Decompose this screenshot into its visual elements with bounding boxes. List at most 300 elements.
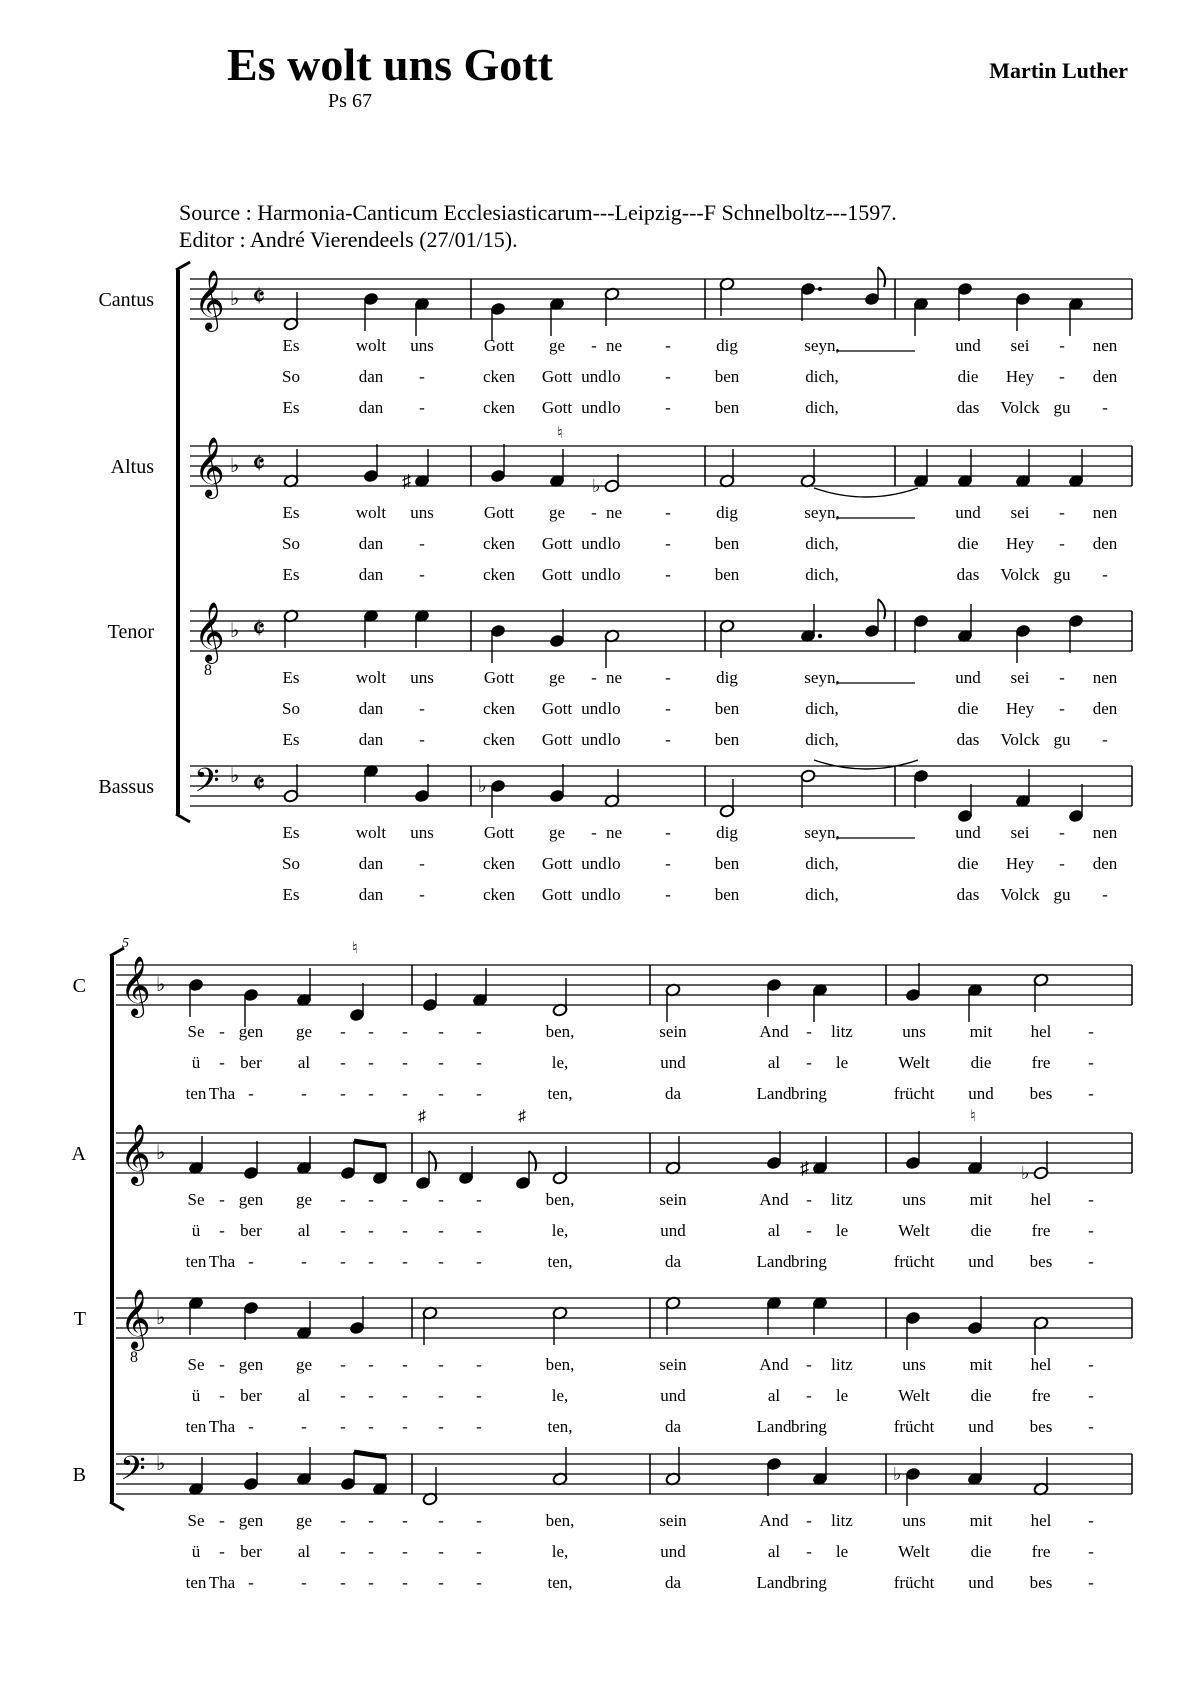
lyrics_system2-lyric-b: ben, [545,1511,575,1530]
lyrics_system1-lyric-altus: das [956,565,980,584]
lyrics_system2-lyric-c: - [476,1053,482,1072]
lyrics_system1-lyric-altus: lo [607,565,621,584]
lyrics_system1-lyric-altus: sei [1010,503,1030,522]
lyrics_system1-lyric-altus: Volck [1000,565,1040,584]
lyrics_system2-lyric-a: - [806,1190,812,1209]
lyrics_system1-lyric-altus: Gott [483,503,515,522]
lyrics_system2-lyric-a: die [970,1221,992,1240]
lyrics_system1-lyric-altus: nen [1092,503,1118,522]
lyrics_system1-lyric-cantus: Es [282,398,300,417]
lyrics_system1-lyric-tenor: Gott [541,730,573,749]
lyrics_system1-lyric-bassus: die [957,854,979,873]
lyrics_system2-lyric-c: ben, [545,1022,575,1041]
accidental: ♯ [402,471,411,491]
lyrics_system2-lyric-t: und [968,1417,994,1436]
lyrics_system2-lyric-t: ten, [547,1417,573,1436]
lyrics_system1-lyric-tenor: - [665,699,671,718]
lyrics_system1-lyric-tenor: uns [410,668,434,687]
lyrics_system2-lyric-c: frücht [893,1084,935,1103]
lyrics_system2-lyric-t: Tha [208,1417,236,1436]
time-signature-cut: 𝄵 [252,613,266,646]
lyrics_system1-lyric-altus: dich, [805,534,839,553]
lyrics_system1-lyric-tenor: dig [716,668,738,687]
lyrics_system1-lyric-cantus: - [1059,336,1065,355]
lyrics_system1-lyric-tenor: - [591,668,597,687]
lyrics_system2-lyric-c: - [476,1022,482,1041]
beam [354,1452,386,1457]
lyrics_system2-lyric-t: - [1088,1417,1094,1436]
lyrics_system2-lyric-t: gen [238,1355,264,1374]
lyrics_system1-lyric-bassus: Gott [483,823,515,842]
lyrics_system1-lyric-tenor: dich, [805,730,839,749]
lyrics_system1-lyric-altus: ben [714,565,740,584]
lyrics_system2-lyric-a: le, [551,1221,569,1240]
lyrics_system2-lyric-a: le [835,1221,849,1240]
lyrics_system2-lyric-c: - [402,1022,408,1041]
lyrics_system2-lyric-b: ü [191,1542,201,1561]
lyrics_system1-lyric-altus: Es [282,565,300,584]
lyrics_system1-lyric-bassus: und [581,885,607,904]
lyrics_system2-lyric-a: sein [659,1190,687,1209]
lyrics_system1-lyric-tenor: gu [1053,730,1071,749]
lyrics_system1-lyric-cantus: uns [410,336,434,355]
lyrics_system2-lyric-b: And [759,1511,789,1530]
lyrics_system2-lyric-b: und [660,1542,686,1561]
lyrics_system1-lyric-tenor: Gott [483,668,515,687]
key-flat: ♭ [230,455,240,477]
lyrics_system1-lyric-cantus: die [957,367,979,386]
lyrics_system1-lyric-altus: - [1059,534,1065,553]
lyrics_system2-lyric-c: und [660,1053,686,1072]
lyrics_system2-lyric-b: al [767,1542,781,1561]
lyrics_system1-lyric-bassus: gu [1053,885,1071,904]
lyrics_system2-lyric-b: da [664,1573,682,1592]
treble-clef: 𝄞 [194,604,225,661]
lyrics_system2-lyric-a: - [1088,1252,1094,1271]
lyrics_system1-lyric-cantus: dan [358,367,384,386]
lyrics_system1-lyric-bassus: dich, [805,854,839,873]
lyrics_system2-lyric-a: - [219,1190,225,1209]
lyrics_system1-lyric-tenor: - [1059,699,1065,718]
treble-clef: 𝄞 [120,1126,151,1183]
tie [814,760,918,769]
lyrics_system2-lyric-a: fre [1031,1221,1051,1240]
lyrics_system2-lyric-a: - [438,1252,444,1271]
source-line: Source : Harmonia-Canticum Ecclesiasticarum---Leipzig---F Schnelboltz---1597. [179,200,897,225]
treble-clef: 𝄞 [120,958,151,1015]
lyrics_system1-lyric-cantus: lo [607,367,621,386]
lyrics_system2-lyric-b: le [835,1542,849,1561]
lyrics_system2-lyric-t: mit [969,1355,993,1374]
lyrics_system2-lyric-c: - [402,1053,408,1072]
lyrics_system2-lyric-a: - [340,1252,346,1271]
lyrics_system2-lyric-b: Land [756,1573,792,1592]
lyrics_system2-lyric-a: - [248,1252,254,1271]
lyrics_system2-lyric-b: fre [1031,1542,1051,1561]
lyrics_system1-lyric-tenor: dan [358,730,384,749]
lyrics_system1-lyric-cantus: das [956,398,980,417]
lyrics_system2-lyric-b: - [1088,1573,1094,1592]
lyrics_system2-lyric-c: - [1088,1053,1094,1072]
lyrics_system1-lyric-altus: - [665,534,671,553]
lyrics_system2-lyric-t: - [301,1417,307,1436]
lyrics_system1-lyric-altus: den [1092,534,1118,553]
lyrics_system1-lyric-cantus: gu [1053,398,1071,417]
lyrics_system2-lyric-c: - [219,1053,225,1072]
lyrics_system2-lyric-c: ge [295,1022,313,1041]
lyrics_system1-lyric-cantus: - [665,367,671,386]
lyrics_system2-lyric-c: And [759,1022,789,1041]
lyrics_system1-lyric-bassus: sei [1010,823,1030,842]
key-flat: ♭ [156,1453,166,1475]
note-dot [818,634,822,638]
lyrics_system1-lyric-bassus: Gott [541,885,573,904]
lyrics_system2-lyric-c: hel [1030,1022,1052,1041]
lyrics_system2-lyric-t: - [806,1386,812,1405]
lyrics_system1-lyric-bassus: ne [605,823,623,842]
lyrics_system1-lyric-tenor: dich, [805,699,839,718]
lyrics_system1-lyric-tenor: cken [482,730,516,749]
lyrics_system2-lyric-b: - [368,1542,374,1561]
lyrics_system2-lyric-a: ge [295,1190,313,1209]
lyrics_system1-lyric-altus: ne [605,503,623,522]
accidental: ♯ [800,1158,809,1178]
lyrics_system2-lyric-t: ü [191,1386,201,1405]
voice-label: Bassus [98,776,154,798]
lyrics_system2-lyric-t: le [835,1386,849,1405]
lyrics_system1-lyric-cantus: und [955,336,981,355]
lyrics_system2-lyric-c: ten [185,1084,207,1103]
lyrics_system1-lyric-cantus: - [419,398,425,417]
lyrics_system1-lyric-tenor: Es [282,668,300,687]
lyrics_system1-lyric-altus: und [581,565,607,584]
lyrics_system1-lyric-bassus: dan [358,885,384,904]
lyrics_system2-lyric-b: sein [659,1511,687,1530]
accidental-above: ♮ [557,425,563,442]
lyrics_system2-lyric-t: - [340,1355,346,1374]
lyrics_system1-lyric-cantus: Es [282,336,300,355]
lyrics_system2-lyric-b: bring [791,1573,827,1592]
lyrics_system1-lyric-altus: und [581,534,607,553]
lyrics_system1-lyric-altus: - [1059,503,1065,522]
lyrics_system1-lyric-cantus: cken [482,398,516,417]
key-flat: ♭ [156,1307,166,1329]
lyrics_system2-lyric-c: - [806,1022,812,1041]
lyrics_system2-lyric-t: hel [1030,1355,1052,1374]
lyrics_system1-lyric-cantus: lo [607,398,621,417]
lyrics_system2-lyric-b: le, [551,1542,569,1561]
lyrics_system1-lyric-bassus: und [955,823,981,842]
lyrics_system2-lyric-b: - [806,1511,812,1530]
lyrics_system1-lyric-cantus: nen [1092,336,1118,355]
lyrics_system2-lyric-a: ten [185,1252,207,1271]
lyrics_system1-lyric-tenor: ben [714,730,740,749]
lyrics_system2-lyric-c: le, [551,1053,569,1072]
lyrics_system1-lyric-cantus: den [1092,367,1118,386]
lyrics_system1-lyric-tenor: lo [607,730,621,749]
lyrics_system1-lyric-bassus: - [419,854,425,873]
lyrics_system1-lyric-tenor: wolt [355,668,387,687]
lyrics_system1-lyric-cantus: - [419,367,425,386]
lyrics_system2-lyric-b: frücht [893,1573,935,1592]
lyrics_system1-lyric-cantus: sei [1010,336,1030,355]
lyrics_system2-lyric-t: bring [791,1417,827,1436]
lyrics_system1-lyric-cantus: und [581,398,607,417]
lyrics_system1-lyric-altus: lo [607,534,621,553]
eighth-flag [429,1151,436,1171]
lyrics_system2-lyric-c: sein [659,1022,687,1041]
treble-clef: 𝄞 [194,272,225,329]
lyrics_system1-lyric-altus: wolt [355,503,387,522]
treble-clef: 𝄞 [194,439,225,496]
voice-label: C [72,975,86,997]
lyrics_system2-lyric-a: gen [238,1190,264,1209]
lyrics_system2-lyric-a: - [402,1221,408,1240]
lyrics_system2-lyric-a: - [438,1221,444,1240]
lyrics_system1-lyric-cantus: So [282,367,300,386]
lyrics_system2-lyric-b: die [970,1542,992,1561]
key-flat: ♭ [156,1142,166,1164]
lyrics_system2-lyric-t: And [759,1355,789,1374]
lyrics_system1-lyric-cantus: ben [714,398,740,417]
lyrics_system2-lyric-c: gen [238,1022,264,1041]
lyrics_system1-lyric-tenor: und [581,699,607,718]
lyrics_system1-lyric-cantus: - [1059,367,1065,386]
octave-eight: 8 [204,662,212,679]
lyrics_system2-lyric-b: - [248,1573,254,1592]
lyrics_system1-lyric-tenor: Gott [541,699,573,718]
lyrics_system2-lyric-t: - [476,1355,482,1374]
accidental-above: ♯ [418,1108,426,1125]
lyrics_system2-lyric-c: al [767,1053,781,1072]
lyrics_system1-lyric-cantus: Gott [541,398,573,417]
lyrics_system2-lyric-c: ber [240,1053,262,1072]
lyrics_system2-lyric-t: - [438,1386,444,1405]
lyrics_system1-lyric-altus: dich, [805,565,839,584]
lyrics_system1-lyric-tenor: nen [1092,668,1118,687]
eighth-flag [878,267,885,287]
lyrics_system1-lyric-altus: - [419,534,425,553]
piece-subtitle: Ps 67 [328,90,372,112]
lyrics_system2-lyric-b: - [368,1511,374,1530]
lyrics_system2-lyric-b: ten, [547,1573,573,1592]
lyrics_system2-lyric-b: uns [902,1511,926,1530]
voice-label: B [72,1464,86,1486]
lyrics_system2-lyric-t: - [476,1386,482,1405]
lyrics_system2-lyric-a: frücht [893,1252,935,1271]
lyrics_system2-lyric-c: - [340,1084,346,1103]
lyrics_system2-lyric-b: - [476,1511,482,1530]
lyrics_system1-lyric-bassus: - [1059,823,1065,842]
lyrics_system2-lyric-b: - [219,1542,225,1561]
lyrics_system1-lyric-altus: - [1102,565,1108,584]
lyrics_system2-lyric-c: fre [1031,1053,1051,1072]
lyrics_system2-lyric-a: ber [240,1221,262,1240]
lyrics_system2-lyric-a: - [476,1252,482,1271]
lyrics_system2-lyric-b: mit [969,1511,993,1530]
lyrics_system1-lyric-bassus: - [665,823,671,842]
lyrics_system2-lyric-t: Land [756,1417,792,1436]
lyrics_system1-lyric-altus: - [591,503,597,522]
key-flat: ♭ [230,620,240,642]
lyrics_system1-lyric-cantus: Hey [1005,367,1035,386]
lyrics_system1-lyric-bassus: - [591,823,597,842]
lyrics_system1-lyric-tenor: ben [714,699,740,718]
note-dot [818,287,822,291]
lyrics_system2-lyric-b: - [438,1511,444,1530]
lyrics_system2-lyric-b: Tha [208,1573,236,1592]
measure-number: 5 [122,936,129,951]
lyrics_system1-lyric-bassus: Hey [1005,854,1035,873]
lyrics_system2-lyric-a: hel [1030,1190,1052,1209]
voice-label: T [73,1308,86,1330]
lyrics_system2-lyric-t: fre [1031,1386,1051,1405]
lyrics_system2-lyric-a: - [340,1221,346,1240]
lyrics_system2-lyric-b: - [402,1511,408,1530]
lyrics_system2-lyric-t: - [438,1355,444,1374]
lyrics_system2-lyric-t: - [1088,1386,1094,1405]
lyrics_system1-lyric-cantus: - [665,336,671,355]
lyrics_system1-lyric-altus: Gott [541,534,573,553]
lyrics_system2-lyric-a: litz [831,1190,853,1209]
lyrics_system2-lyric-t: uns [902,1355,926,1374]
lyrics_system2-lyric-t: - [340,1417,346,1436]
lyrics_system1-lyric-tenor: ne [605,668,623,687]
lyrics_system2-lyric-a: - [402,1190,408,1209]
lyrics_system2-lyric-t: - [219,1386,225,1405]
lyrics_system1-lyric-bassus: wolt [355,823,387,842]
lyrics_system1-lyric-bassus: - [1102,885,1108,904]
lyrics_system2-lyric-b: hel [1030,1511,1052,1530]
lyrics_system1-lyric-tenor: - [419,730,425,749]
lyrics_system2-lyric-b: Welt [898,1542,930,1561]
lyrics_system1-lyric-cantus: - [591,336,597,355]
lyrics_system2-lyric-c: Land [756,1084,792,1103]
lyrics_system1-lyric-bassus: Es [282,823,300,842]
lyrics_system2-lyric-a: ben, [545,1190,575,1209]
lyrics_system1-lyric-altus: die [957,534,979,553]
accidental-above: ♯ [518,1108,526,1125]
tie [814,488,918,497]
lyrics_system2-lyric-b: - [476,1573,482,1592]
lyrics_system1-lyric-altus: ge [548,503,566,522]
lyrics_system1-lyric-tenor: seyn, [804,668,840,687]
lyrics_system2-lyric-a: Tha [208,1252,236,1271]
lyrics_system2-lyric-t: le, [551,1386,569,1405]
lyrics_system1-lyric-cantus: ben [714,367,740,386]
lyrics_system1-lyric-cantus: Volck [1000,398,1040,417]
lyrics_system1-lyric-cantus: dan [358,398,384,417]
lyrics_system1-lyric-altus: uns [410,503,434,522]
lyrics_system1-lyric-tenor: - [1059,668,1065,687]
octave-eight: 8 [130,1349,138,1366]
lyrics_system2-lyric-a: - [368,1252,374,1271]
bass-clef: 𝄢 [194,762,220,807]
lyrics_system1-lyric-bassus: - [665,854,671,873]
lyrics_system2-lyric-a: mit [969,1190,993,1209]
lyrics_system2-lyric-c: und [968,1084,994,1103]
lyrics_system1-lyric-tenor: So [282,699,300,718]
lyrics_system1-lyric-bassus: ben [714,854,740,873]
lyrics_system1-lyric-bassus: cken [482,854,516,873]
lyrics_system1-lyric-bassus: - [419,885,425,904]
lyrics_system2-lyric-t: Welt [898,1386,930,1405]
lyrics_system1-lyric-cantus: Gott [541,367,573,386]
lyrics_system1-lyric-cantus: dich, [805,367,839,386]
lyrics_system2-lyric-a: da [664,1252,682,1271]
voice-label: Cantus [98,289,154,311]
lyrics_system1-lyric-tenor: ge [548,668,566,687]
lyrics_system2-lyric-a: Land [756,1252,792,1271]
lyrics_system1-lyric-tenor: dan [358,699,384,718]
lyrics_system2-lyric-t: ber [240,1386,262,1405]
lyrics_system2-lyric-c: - [340,1053,346,1072]
lyrics_system2-lyric-c: Welt [898,1053,930,1072]
lyrics_system2-lyric-t: die [970,1386,992,1405]
lyrics_system2-lyric-t: ben, [545,1355,575,1374]
lyrics_system2-lyric-c: - [806,1053,812,1072]
lyrics_system1-lyric-bassus: - [1059,854,1065,873]
lyrics_system2-lyric-t: - [438,1417,444,1436]
lyrics_system1-lyric-bassus: Volck [1000,885,1040,904]
lyrics_system1-lyric-altus: dan [358,565,384,584]
lyrics_system2-lyric-b: - [340,1542,346,1561]
lyrics_system2-lyric-c: - [219,1022,225,1041]
lyrics_system2-lyric-b: - [438,1573,444,1592]
lyrics_system1-lyric-cantus: dig [716,336,738,355]
lyrics_system2-lyric-a: - [368,1190,374,1209]
accidental: ♭ [893,1464,902,1484]
composer-name: Martin Luther [989,58,1128,83]
lyrics_system1-lyric-tenor: und [581,730,607,749]
bracket-hook [176,262,190,270]
lyrics_system1-lyric-bassus: cken [482,885,516,904]
lyrics_system2-lyric-a: - [301,1252,307,1271]
lyrics_system2-lyric-c: ten, [547,1084,573,1103]
bracket-hook [110,1502,124,1510]
lyrics_system1-lyric-bassus: ben [714,885,740,904]
lyrics_system1-lyric-cantus: cken [482,367,516,386]
lyrics_system2-lyric-b: - [1088,1511,1094,1530]
lyrics_system2-lyric-c: le [835,1053,849,1072]
lyrics_system2-lyric-b: - [476,1542,482,1561]
lyrics_system2-lyric-c: - [368,1053,374,1072]
lyrics_system2-lyric-a: ü [191,1221,201,1240]
lyrics_system2-lyric-a: - [806,1221,812,1240]
lyrics_system2-lyric-t: frücht [893,1417,935,1436]
treble-clef: 𝄞 [120,1291,151,1348]
lyrics_system1-lyric-altus: Hey [1005,534,1035,553]
lyrics_system2-lyric-a: al [297,1221,311,1240]
lyrics_system2-lyric-t: - [402,1417,408,1436]
lyrics_system2-lyric-c: Se [187,1022,205,1041]
lyrics_system1-lyric-tenor: - [1102,730,1108,749]
lyrics_system2-lyric-c: - [438,1022,444,1041]
bass-clef: 𝄢 [120,1450,146,1495]
lyrics_system2-lyric-c: - [438,1053,444,1072]
lyrics_system2-lyric-t: - [340,1386,346,1405]
lyrics_system1-lyric-altus: cken [482,565,516,584]
bracket-hook [110,948,124,956]
lyrics_system1-lyric-altus: cken [482,534,516,553]
lyrics_system1-lyric-altus: und [955,503,981,522]
voice-label: Altus [110,456,154,478]
lyrics_system2-lyric-t: - [1088,1355,1094,1374]
lyrics_system2-lyric-t: al [767,1386,781,1405]
key-flat: ♭ [156,974,166,996]
lyrics_system2-lyric-t: - [368,1355,374,1374]
voice-label: Tenor [107,621,154,643]
